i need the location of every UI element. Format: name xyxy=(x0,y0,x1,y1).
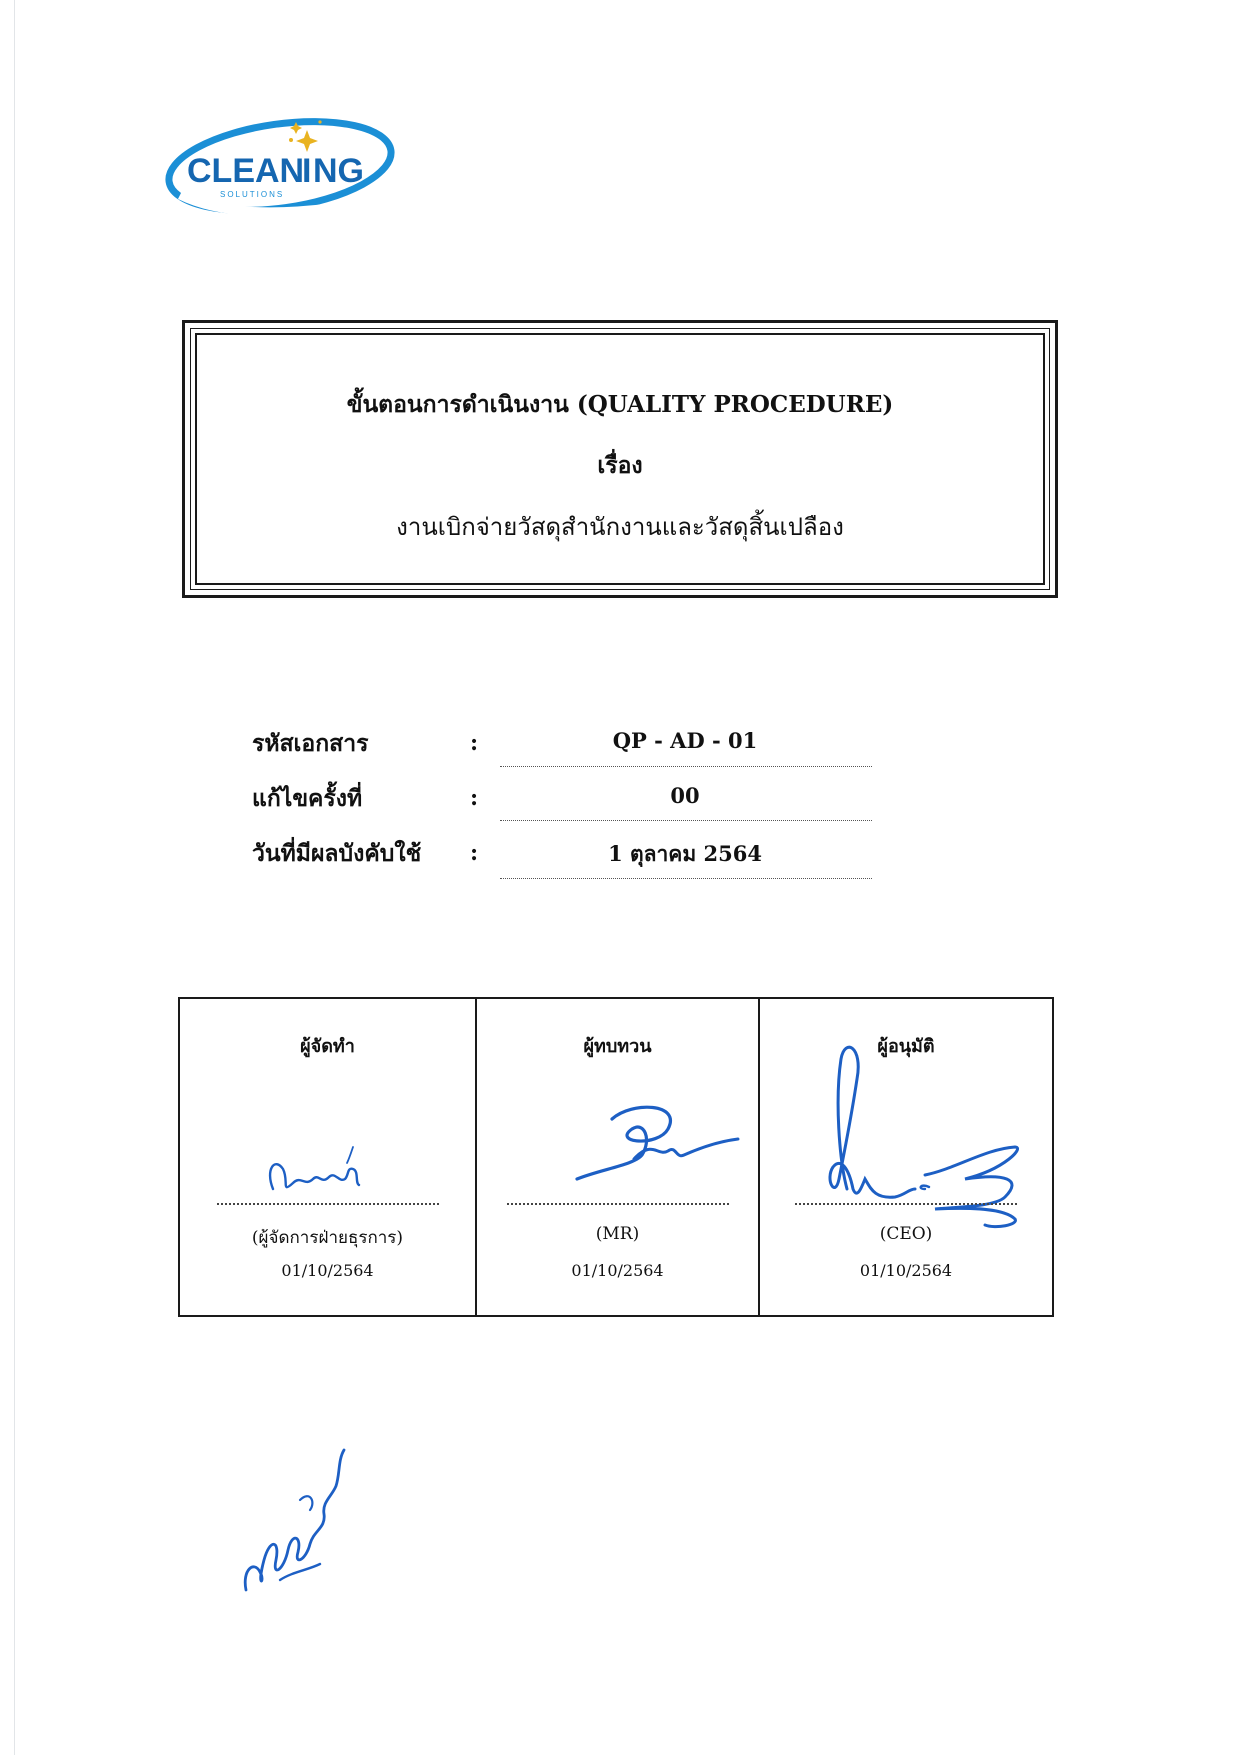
svg-text:SOLUTIONS: SOLUTIONS xyxy=(220,190,285,199)
preparer-role: (ผู้จัดการฝ่ายธุรการ) xyxy=(251,1228,404,1248)
reviewer-signature-line xyxy=(507,1203,729,1205)
title-box xyxy=(182,320,1058,598)
svg-text:NG: NG xyxy=(313,152,364,190)
preparer-date: 01/10/2564 xyxy=(281,1261,374,1280)
reviewer-signature-icon xyxy=(572,1099,742,1189)
procedure-title: ขั้นตอนการดำเนินงาน (QUALITY PROCEDURE) xyxy=(346,391,894,418)
signature-cell-approver xyxy=(758,999,1052,1315)
handwritten-initial-signature-icon xyxy=(240,1440,370,1600)
revision-label: แก้ไขครั้งที่ xyxy=(252,785,363,812)
preparer-signature-line xyxy=(217,1203,439,1205)
document-code-label: รหัสเอกสาร xyxy=(252,730,369,757)
approver-signature-icon xyxy=(805,1039,1030,1239)
revision-value: 00 xyxy=(670,783,700,808)
effective-date-label: วันที่มีผลบังคับใช้ xyxy=(252,840,422,867)
document-code-colon: : xyxy=(470,730,479,756)
signature-table xyxy=(178,997,1054,1317)
svg-text:CLEAN: CLEAN xyxy=(187,152,305,190)
revision-dotted-line xyxy=(500,820,872,821)
page-edge xyxy=(14,0,15,1755)
approver-signature-line xyxy=(795,1203,1017,1205)
reviewer-role: (MR) xyxy=(595,1224,640,1244)
approver-heading: ผู้อนุมัติ xyxy=(877,1036,935,1057)
effective-date-colon: : xyxy=(470,840,479,866)
cleaning-solutions-logo-icon xyxy=(160,100,400,230)
document-code-value: QP - AD - 01 xyxy=(612,728,758,753)
approver-role: (CEO) xyxy=(879,1224,933,1244)
reviewer-date: 01/10/2564 xyxy=(571,1261,664,1280)
signature-cell-reviewer xyxy=(475,999,758,1315)
effective-date-dotted-line xyxy=(500,878,872,879)
subject-title: งานเบิกจ่ายวัสดุสำนักงานและวัสดุสิ้นเปลือง xyxy=(396,513,844,541)
company-logo xyxy=(160,100,400,230)
document-code-dotted-line xyxy=(500,766,872,767)
revision-colon: : xyxy=(470,785,479,811)
svg-text:I: I xyxy=(302,152,312,190)
approver-date: 01/10/2564 xyxy=(859,1261,953,1280)
effective-date-value: 1 ตุลาคม 2564 xyxy=(608,841,762,866)
preparer-heading: ผู้จัดทำ xyxy=(300,1036,355,1057)
reviewer-heading: ผู้ทบทวน xyxy=(583,1036,652,1057)
preparer-signature-icon xyxy=(255,1139,395,1204)
signature-cell-preparer xyxy=(180,999,475,1315)
subject-label: เรื่อง xyxy=(597,452,643,479)
